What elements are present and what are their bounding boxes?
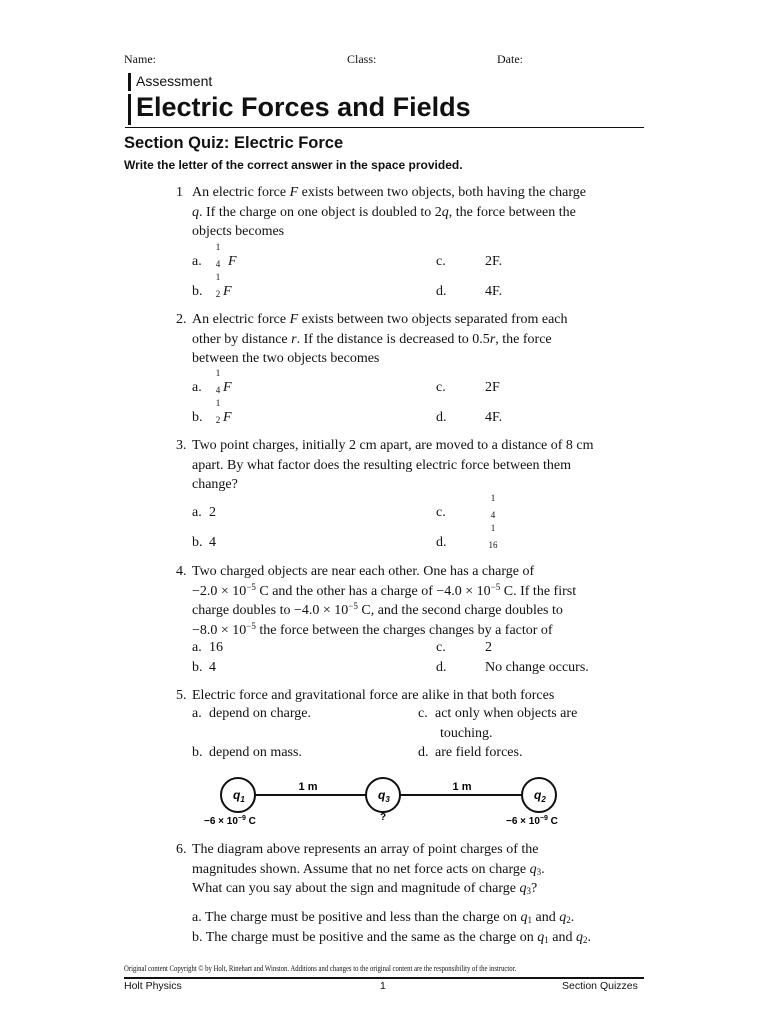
option-letter: c. — [418, 706, 428, 721]
q3-option-c[interactable] — [436, 493, 496, 521]
option-letter: c. — [436, 254, 446, 269]
option-text: are field forces. — [435, 745, 523, 760]
assessment-label: Assessment — [136, 73, 213, 89]
option-text: The charge must be positive and less than the charge on $q_1$ and $q_2$. — [204, 910, 575, 925]
q3-option-d[interactable] — [436, 523, 498, 551]
q6-option-b[interactable] — [192, 930, 591, 946]
option-letter: d. — [436, 660, 447, 675]
question-text-line: other by distance r. If the distance is decreased to 0.5r, the force — [192, 331, 552, 347]
option-text: 16 — [209, 640, 223, 655]
section-title: Section Quiz: Electric Force — [124, 134, 344, 152]
question-number: 3. — [176, 438, 187, 453]
charge-q1-label: $q_1$ — [233, 788, 245, 804]
question-text-line: Two point charges, initially 2 cm apart, are moved to a distance of 8 cm — [192, 438, 594, 453]
instructions: Write the letter of the correct answer in the space provided. — [124, 158, 463, 172]
question-text-line: between the two objects becomes — [192, 351, 380, 366]
q1-option-c[interactable] — [436, 254, 503, 270]
option-text-continued: touching. — [440, 726, 493, 741]
fraction-denominator: 4 — [215, 385, 221, 395]
option-letter: d. — [436, 410, 447, 425]
assessment-rule — [128, 73, 131, 91]
option-letter: a. — [192, 910, 202, 925]
fraction-denominator: 4 — [215, 259, 221, 269]
question-text-line: charge doubles to $-4.0 \times 10^{-5}$ C, and the second charge doubles to — [192, 601, 563, 618]
option-text: The charge must be positive and the same as the charge on $q_1$ and $q_2$. — [205, 930, 591, 945]
option-letter: b. — [192, 284, 203, 299]
option-text: 4 — [209, 535, 216, 550]
copyright-notice: Original content Copyright © by Holt, Rinehart and Winston. Additions and changes to the original content are the responsibility of the instructor. — [124, 964, 517, 973]
charge-q3-value: ? — [379, 812, 387, 823]
fraction-numerator: 1 — [215, 272, 221, 282]
question-text-line: $-2.0 \times 10^{-5}$ C and the other has a charge of $-4.0 \times 10^{-5}$ C. If the first — [192, 581, 577, 599]
q1-option-d[interactable] — [436, 284, 503, 300]
fraction-denominator: 2 — [215, 289, 221, 299]
q4-option-b[interactable] — [192, 660, 216, 676]
option-letter: b. — [192, 410, 203, 425]
footer-left: Holt Physics — [124, 980, 182, 992]
question-number: 5. — [176, 688, 187, 703]
question-text-line: objects becomes — [192, 224, 285, 239]
option-letter: a. — [192, 706, 202, 721]
option-letter: d. — [436, 284, 447, 299]
q5-option-b[interactable] — [192, 745, 302, 761]
option-variable: F — [223, 284, 232, 299]
q4-option-a[interactable] — [192, 640, 223, 656]
q1-option-b[interactable] — [192, 272, 232, 300]
question-number: 4. — [176, 564, 187, 579]
question-text-line: magnitudes shown. Assume that no net force acts on charge $q_3$. — [192, 861, 545, 877]
question-text-line: Two charged objects are near each other. One has a charge of — [192, 564, 535, 579]
q2-option-a[interactable] — [192, 368, 232, 396]
option-letter: a. — [192, 640, 202, 655]
question-text-line: change? — [192, 477, 238, 492]
footer-divider — [124, 977, 644, 979]
question-text-line: Electric force and gravitational force are alike in that both forces — [192, 688, 555, 703]
fraction-numerator: 1 — [215, 242, 221, 252]
charge-q2-value: $-6 \times 10^{-9}$ C — [506, 815, 558, 827]
option-text: 2 — [209, 505, 216, 520]
date-label: Date: — [497, 52, 523, 66]
question-1 — [176, 183, 646, 242]
option-text: No change occurs. — [485, 660, 589, 675]
option-letter: d. — [436, 535, 447, 550]
question-text-line: What can you say about the sign and magnitude of charge $q_3$? — [192, 881, 538, 896]
q5-option-c[interactable] — [418, 706, 578, 741]
option-text: act only when objects are — [435, 706, 578, 721]
question-5 — [176, 686, 646, 706]
option-text: 2 — [485, 640, 492, 655]
option-letter: b. — [192, 745, 203, 760]
option-letter: c. — [436, 505, 446, 520]
q3-option-a[interactable] — [192, 505, 216, 521]
option-letter: a. — [192, 254, 202, 269]
option-letter: a. — [192, 380, 202, 395]
name-label: Name: — [124, 52, 156, 66]
page-title: Electric Forces and Fields — [136, 92, 471, 122]
q2-option-d[interactable] — [436, 410, 503, 426]
question-4 — [176, 562, 646, 640]
title-rule-vertical — [128, 94, 131, 125]
charge-q1-value: $-6 \times 10^{-9}$ C — [204, 815, 256, 827]
option-letter: c. — [436, 640, 446, 655]
question-text-line: An electric force F exists between two objects separated from each — [192, 312, 568, 327]
option-variable: F — [228, 254, 237, 269]
option-letter: d. — [418, 745, 429, 760]
option-letter: c. — [436, 380, 446, 395]
option-text: depend on mass. — [209, 745, 302, 760]
class-label: Class: — [347, 52, 377, 66]
charge-q2-label: $q_2$ — [534, 788, 546, 804]
option-text: 4F. — [485, 410, 503, 425]
q5-option-a[interactable] — [192, 706, 311, 722]
charge-diagram — [196, 775, 576, 830]
fraction-numerator: 1 — [490, 493, 496, 503]
question-text-line: An electric force F exists between two objects, both having the charge — [192, 185, 586, 200]
question-2 — [176, 310, 646, 369]
page-number: 1 — [380, 980, 386, 992]
q2-option-b[interactable] — [192, 398, 232, 426]
question-number: 2. — [176, 312, 187, 327]
q4-option-c[interactable] — [436, 640, 492, 656]
question-text-line: $-8.0 \times 10^{-5}$ the force between the charges changes by a factor of — [192, 620, 553, 638]
option-text: 4F. — [485, 284, 503, 299]
q4-option-d[interactable] — [436, 660, 589, 676]
option-variable: F — [223, 380, 232, 395]
question-3 — [176, 436, 646, 495]
distance-left-label: 1 m — [298, 781, 318, 793]
distance-right-label: 1 m — [452, 781, 472, 793]
option-letter: b. — [192, 660, 203, 675]
option-text: 2F. — [485, 254, 503, 269]
fraction-numerator: 1 — [215, 398, 221, 408]
fraction-numerator: 1 — [215, 368, 221, 378]
question-number: 6. — [176, 842, 187, 857]
option-variable: F — [223, 410, 232, 425]
option-text: 4 — [209, 660, 216, 675]
option-letter: b. — [192, 930, 203, 945]
title-divider — [125, 127, 644, 128]
option-text: depend on charge. — [209, 706, 311, 721]
question-text-line: apart. By what factor does the resulting electric force between them — [192, 457, 572, 473]
fraction-denominator: 4 — [490, 510, 496, 520]
fraction-denominator: 16 — [488, 540, 498, 550]
question-number: 1 — [176, 185, 183, 200]
q3-option-b[interactable] — [192, 535, 216, 551]
q5-option-d[interactable] — [418, 745, 523, 761]
footer-right: Section Quizzes — [562, 980, 638, 992]
question-text-line: q. If the charge on one object is doubled to 2q, the force between the — [192, 204, 576, 220]
question-6 — [176, 840, 646, 899]
q1-option-a[interactable] — [192, 242, 237, 270]
fraction-numerator: 1 — [490, 523, 496, 533]
option-text: 2F — [485, 380, 500, 395]
fraction-denominator: 2 — [215, 415, 221, 425]
option-letter: b. — [192, 535, 203, 550]
option-letter: a. — [192, 505, 202, 520]
question-text-line: The diagram above represents an array of point charges of the — [192, 842, 539, 857]
q2-option-c[interactable] — [436, 380, 500, 396]
charge-q3-label: $q_3$ — [378, 788, 390, 804]
q6-option-a[interactable] — [192, 910, 574, 926]
